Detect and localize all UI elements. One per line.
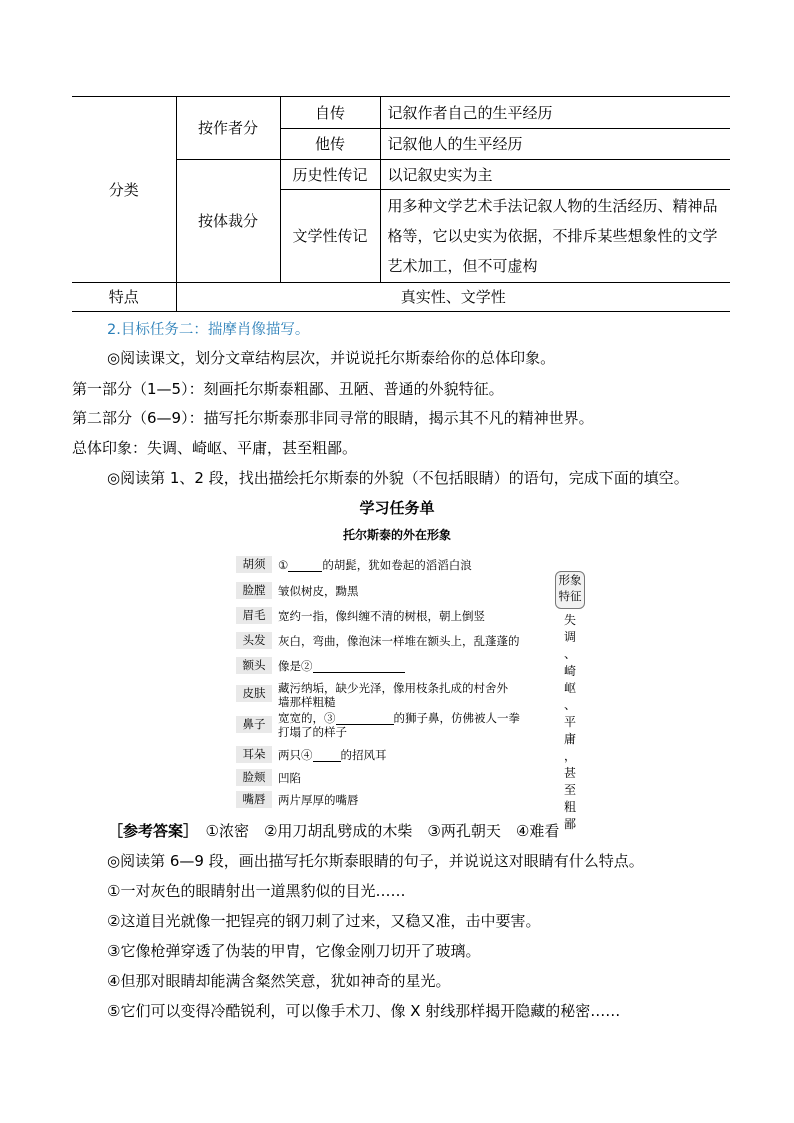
- side-head: 形象特征: [555, 571, 585, 609]
- side-char: 、: [563, 698, 576, 712]
- row-text: 皱似树皮，黝黑: [278, 584, 359, 598]
- side-char: 调: [563, 630, 576, 644]
- desc-cell: 记叙他人的生平经历: [380, 129, 730, 160]
- row-label: 头发: [236, 632, 272, 649]
- task2-part1: 第一部分（1—5）：刻画托尔斯泰粗鄙、丑陋、普通的外貌特征。: [72, 380, 504, 398]
- side-char: 崎: [563, 664, 576, 678]
- row-label: 眉毛: [236, 607, 272, 624]
- eye-sentence: ④但那对眼睛却能满含粲然笑意，犹如神奇的星光。: [107, 972, 451, 990]
- type-cell: 文学性传记: [280, 190, 380, 283]
- eye-sentence: ⑤它们可以变得冷酷锐利，可以像手术刀、像 X 射线那样揭开隐藏的秘密……: [107, 1002, 621, 1020]
- task2-heading: 2.目标任务二：揣摩肖像描写。: [107, 322, 310, 338]
- group-label: 按作者分: [176, 97, 280, 160]
- row-label: 嘴唇: [236, 791, 272, 808]
- side-char: 岖: [563, 681, 576, 695]
- answer-label: ［参考答案］: [108, 822, 191, 840]
- task2-part2: 第二部分（6—9）：描写托尔斯泰那非同寻常的眼睛，揭示其不凡的精神世界。: [72, 409, 594, 427]
- eye-sentence: ①一对灰色的眼睛射出一道黑豹似的目光……: [107, 882, 406, 900]
- fill-blank-1[interactable]: [288, 559, 322, 572]
- row-text: 两片厚厚的嘴唇: [278, 793, 359, 807]
- side-char: 庸: [563, 732, 576, 746]
- side-char: 甚: [563, 766, 576, 780]
- eye-sentence: ②这道目光就像一把锃亮的钢刀刺了过来，又稳又准，击中要害。: [107, 912, 541, 930]
- feature-value-cell: 真实性、文学性: [176, 283, 730, 312]
- row-label: 皮肤: [236, 685, 272, 702]
- side-column: [559, 612, 581, 833]
- task2-overall: 总体印象：失调、崎岖、平庸，甚至粗鄙。: [72, 439, 358, 457]
- answer-line: [108, 820, 559, 842]
- row-text: 宽宽的，③ 的狮子鼻，仿佛被人一拳 打塌了的样子: [278, 711, 520, 739]
- row-text: 藏污纳垢，缺少光泽，像用枝条扎成的村舍外 墙那样粗糙: [278, 681, 508, 709]
- side-char: 失: [563, 613, 576, 627]
- row-text: 灰白，弯曲，像泡沫一样堆在额头上，乱蓬蓬的: [278, 634, 520, 648]
- row-label: 额头: [236, 657, 272, 674]
- side-char: ，: [563, 749, 576, 763]
- row-text: 像是②: [278, 659, 405, 673]
- feature-label-cell: 特点: [72, 283, 176, 312]
- row-label: 鼻子: [236, 716, 272, 733]
- side-char: 粗: [563, 800, 576, 814]
- fill-blank-4[interactable]: [313, 749, 341, 762]
- type-cell: 他传: [280, 129, 380, 160]
- row-text: ① 的胡髭，犹如卷起的滔滔白浪: [278, 558, 472, 572]
- row-label: 胡须: [236, 556, 272, 573]
- group-label: 按体裁分: [176, 160, 280, 283]
- fill-blank-2[interactable]: [313, 660, 405, 673]
- row-label: 脸颊: [236, 769, 272, 786]
- row-label: 耳朵: [236, 746, 272, 763]
- row-label: 脸膛: [236, 582, 272, 599]
- task2-q2: ◎阅读第 1、2 段，找出描绘托尔斯泰的外貌（不包括眼睛）的语句，完成下面的填空。: [107, 469, 689, 487]
- row-text: 两只④ 的招风耳: [278, 748, 387, 762]
- side-char: 鄙: [563, 817, 576, 831]
- desc-cell: 用多种文学艺术手法记叙人物的生活经历、精神品格等，它以史实为依据，不排斥某些想象性的文学艺术加工，但不可虚构: [380, 190, 730, 283]
- classification-table: [72, 96, 730, 312]
- side-char: 、: [563, 647, 576, 661]
- task3-q: ◎阅读第 6—9 段，画出描写托尔斯泰眼睛的句子，并说说这对眼睛有什么特点。: [107, 852, 644, 870]
- eye-sentence: ③它像枪弹穿透了伪装的甲胄，它像金刚刀切开了玻璃。: [107, 942, 481, 960]
- side-char: 平: [563, 715, 576, 729]
- task2-q1: ◎阅读课文，划分文章结构层次，并说说托尔斯泰给你的总体印象。: [107, 349, 556, 367]
- worksheet-title: 学习任务单: [359, 499, 435, 517]
- answer-text: ①浓密 ②用刀胡乱劈成的木柴 ③两孔朝天 ④难看: [205, 822, 560, 840]
- side-char: 至: [563, 783, 576, 797]
- desc-cell: 记叙作者自己的生平经历: [380, 97, 730, 129]
- type-cell: 历史性传记: [280, 160, 380, 190]
- fill-blank-3[interactable]: [336, 712, 394, 725]
- row-text: 凹陷: [278, 771, 301, 785]
- desc-cell: 以记叙史实为主: [380, 160, 730, 190]
- row-text: 宽约一指，像纠缠不清的树根，朝上倒竖: [278, 609, 485, 623]
- type-cell: 自传: [280, 97, 380, 129]
- category-cell: 分类: [72, 97, 176, 283]
- worksheet-subtitle: 托尔斯泰的外在形象: [342, 528, 451, 542]
